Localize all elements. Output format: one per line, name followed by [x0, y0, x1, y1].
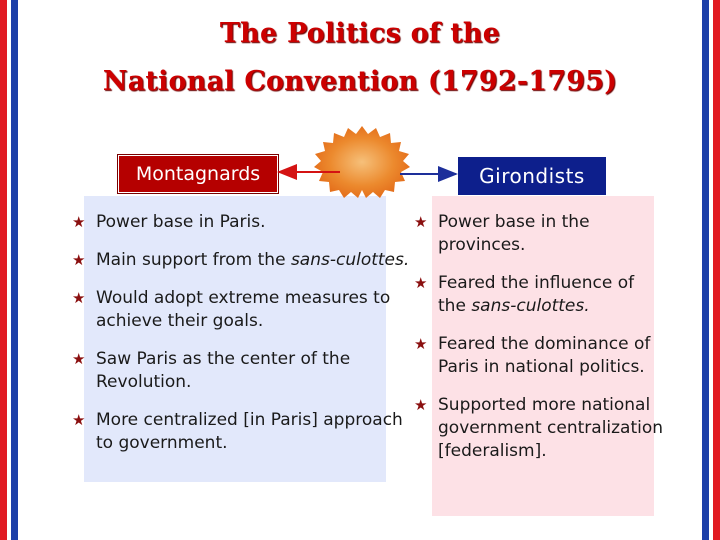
star-bullet-icon: ★: [72, 289, 86, 307]
star-bullet-icon: ★: [414, 396, 428, 414]
list-item: ★ More centralized [in Paris] approach to government.: [72, 410, 403, 453]
girondists-label: Girondists: [458, 157, 606, 195]
list-item: ★ Saw Paris as the center of the Revolution.: [72, 349, 351, 392]
star-bullet-icon: ★: [414, 274, 428, 292]
list-item: ★ Would adopt extreme measures to achieve their goals.: [72, 288, 391, 331]
star-bullet-icon: ★: [72, 411, 86, 429]
sun-icon: [302, 124, 422, 200]
list-item: ★ Main support from the sans-culottes.: [72, 250, 410, 270]
star-bullet-icon: ★: [414, 335, 428, 353]
montagnards-label: Montagnards: [118, 155, 278, 193]
star-bullet-icon: ★: [72, 213, 86, 231]
girondists-list: [414, 211, 664, 478]
list-item: ★ Power base in Paris.: [72, 212, 266, 232]
list-item: ★ Feared the dominance of Paris in national politics.: [414, 334, 651, 377]
montagnards-list: [72, 211, 412, 470]
title-line-2: National Convention (1792-1795): [102, 66, 618, 97]
list-item: ★ Feared the influence of the sans-culottes.: [414, 273, 635, 316]
star-bullet-icon: ★: [72, 350, 86, 368]
star-bullet-icon: ★: [72, 251, 86, 269]
list-item: ★ Power base in the provinces.: [414, 212, 590, 255]
star-bullet-icon: ★: [414, 213, 428, 231]
list-item: ★ Supported more national government centralization [federalism].: [414, 395, 664, 461]
title-line-1: The Politics of the: [219, 18, 501, 49]
